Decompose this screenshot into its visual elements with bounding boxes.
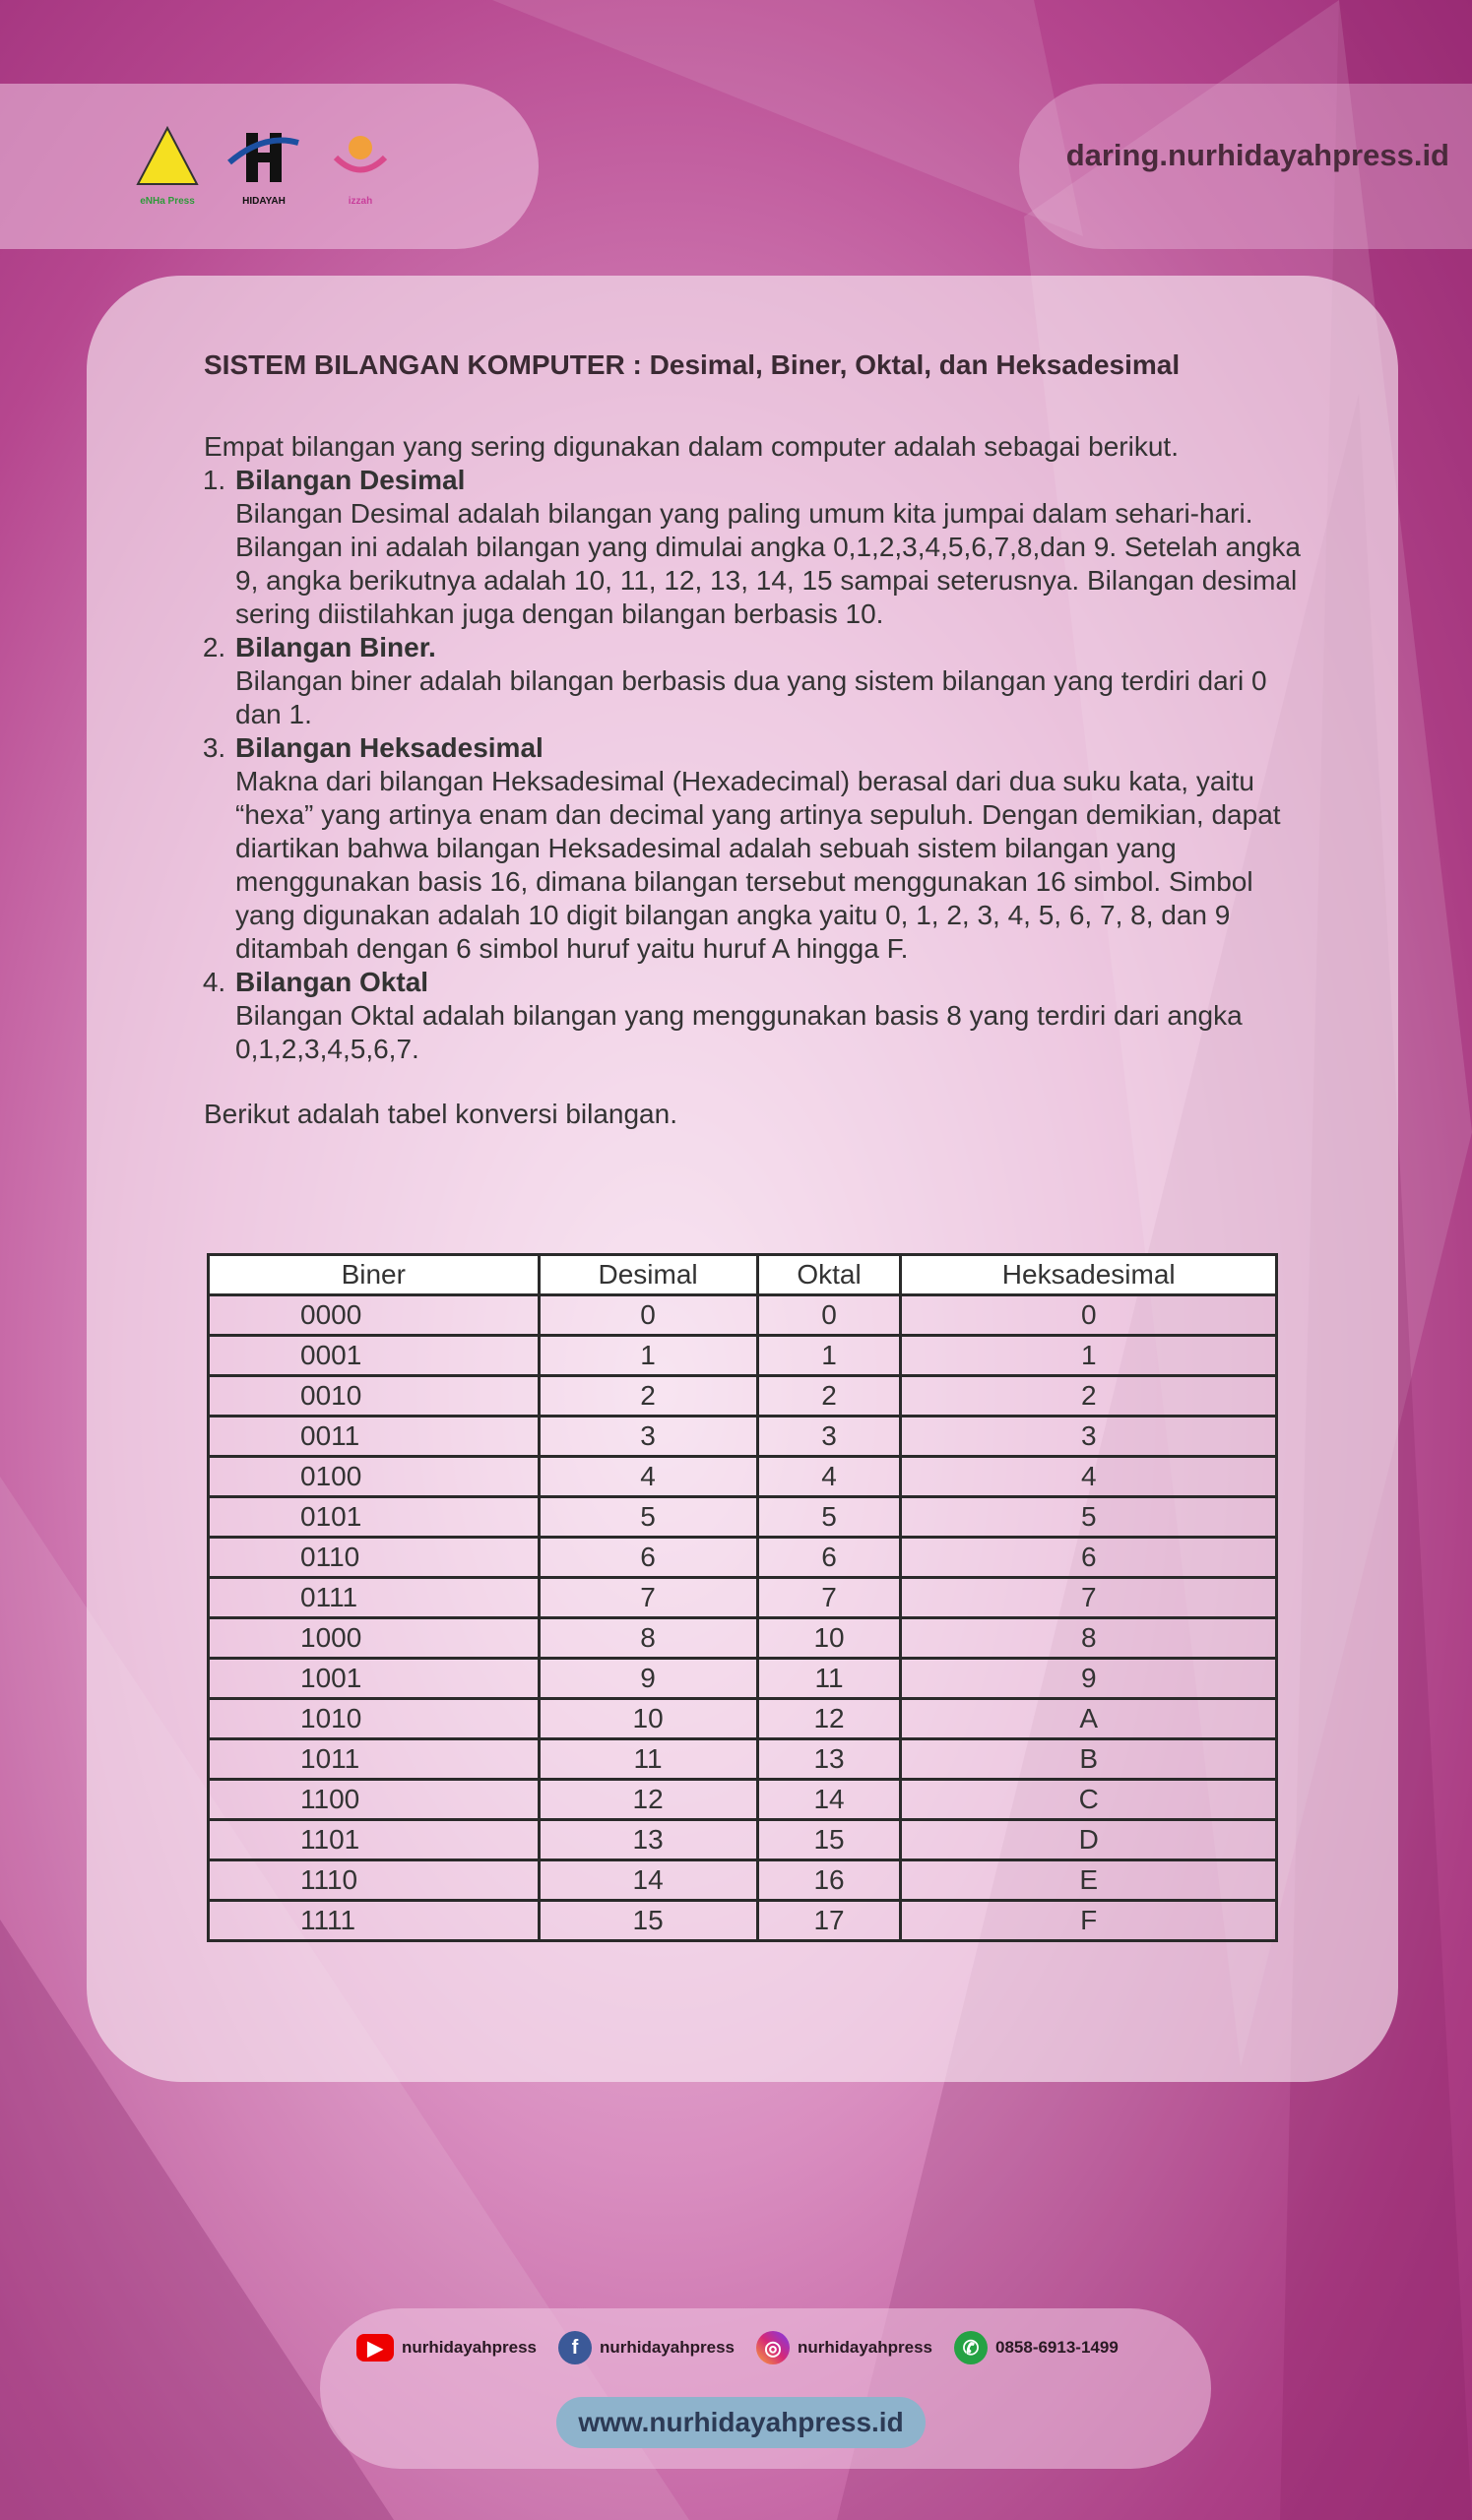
table-row [209,1497,1277,1538]
table-cell: A [901,1699,1277,1739]
table-row [209,1376,1277,1417]
table-cell: 1111 [209,1901,540,1941]
table-cell: 16 [757,1860,901,1901]
table-row [209,1578,1277,1618]
table-row [209,1820,1277,1860]
item-body: Bilangan biner adalah bilangan berbasis dua yang sistem bilangan yang terdiri dari 0 dan 1. [235,665,1267,729]
table-row [209,1901,1277,1941]
table-row [209,1699,1277,1739]
article-title: SISTEM BILANGAN KOMPUTER : Desimal, Biner, Oktal, dan Heksadesimal [204,349,1181,380]
table-cell: C [901,1780,1277,1820]
column-header: Oktal [757,1255,901,1295]
table-cell: 1100 [209,1780,540,1820]
table-row [209,1780,1277,1820]
table-cell: 15 [757,1820,901,1860]
list-item [233,731,1307,966]
number-system-list [204,464,1307,1066]
social-label: nurhidayahpress [798,2338,932,2357]
table-row [209,1295,1277,1336]
item-body: Makna dari bilangan Heksadesimal (Hexadecimal) berasal dari dua suku kata, yaitu “hexa” yang artinya enam dan decimal yang artinya sepuluh. Dengan demikian, dapat diartikan bahwa bilangan Heksadesimal adalah sebuah sistem bilangan yang menggunakan basis 16, dimana bilangan tersebut menggunakan 16 simbol. Simbol yang digunakan adalah 10 digit bilangan angka yaitu 0, 1, 2, 3, 4, 5, 6, 7, 8, dan 9 ditambah dengan 6 simbol huruf yaitu huruf A hingga F. [235,766,1281,964]
article-intro: Empat bilangan yang sering digunakan dalam computer adalah sebagai berikut. [204,431,1179,462]
item-body: Bilangan Oktal adalah bilangan yang menggunakan basis 8 yang terdiri dari angka 0,1,2,3,4,5,6,7. [235,1000,1243,1064]
enha-press-logo: eNHa Press [128,123,207,207]
table-cell: 5 [757,1497,901,1538]
table-row [209,1457,1277,1497]
izzah-logo: izzah [321,123,400,207]
table-cell: 1110 [209,1860,540,1901]
instagram-icon: ◎ [756,2331,790,2364]
table-cell: 5 [901,1497,1277,1538]
table-row [209,1860,1277,1901]
list-item [233,966,1307,1066]
table-cell: 7 [539,1578,757,1618]
hidayah-logo: HIDAYAH [224,123,303,207]
article [204,349,1307,1131]
table-cell: 0 [901,1295,1277,1336]
table-cell: 1000 [209,1618,540,1659]
table-cell: 15 [539,1901,757,1941]
table-cell: 4 [539,1457,757,1497]
table-cell: 5 [539,1497,757,1538]
table-row [209,1417,1277,1457]
table-cell: 12 [757,1699,901,1739]
table-header-row [209,1255,1277,1295]
social-whatsapp[interactable] [954,2331,1119,2364]
table-cell: 13 [539,1820,757,1860]
table-cell: 11 [539,1739,757,1780]
table-cell: 14 [539,1860,757,1901]
table-cell: 1 [901,1336,1277,1376]
table-cell: 9 [539,1659,757,1699]
table-cell: 3 [901,1417,1277,1457]
table-cell: 1011 [209,1739,540,1780]
table-cell: D [901,1820,1277,1860]
list-item [233,464,1307,631]
social-links [356,2331,1119,2364]
table-cell: 6 [757,1538,901,1578]
item-title: 2. Bilangan Biner. [235,632,436,662]
table-cell: 4 [901,1457,1277,1497]
list-item [233,631,1307,731]
item-body: Bilangan Desimal adalah bilangan yang paling umum kita jumpai dalam sehari-hari. Bilangan ini adalah bilangan yang dimulai angka 0,1,2,3,4,5,6,7,8,dan 9. Setelah angka 9, angka berikutnya adalah 10, 11, 12, 13, 14, 15 sampai seterusnya. Bilangan desimal sering diistilahkan juga dengan bilangan berbasis 10. [235,498,1301,629]
table-cell: 2 [539,1376,757,1417]
table-cell: 0111 [209,1578,540,1618]
table-row [209,1538,1277,1578]
table-cell: 0011 [209,1417,540,1457]
header-site-url[interactable]: daring.nurhidayahpress.id [1065,138,1449,172]
social-label: 0858-6913-1499 [995,2338,1119,2357]
table-cell: 0001 [209,1336,540,1376]
table-cell: 11 [757,1659,901,1699]
whatsapp-icon: ✆ [954,2331,988,2364]
table-cell: 4 [757,1457,901,1497]
social-youtube[interactable] [356,2334,537,2362]
table-cell: 1101 [209,1820,540,1860]
table-cell: 2 [757,1376,901,1417]
table-cell: 10 [757,1618,901,1659]
table-intro: Berikut adalah tabel konversi bilangan. [204,1099,677,1129]
table-cell: 1 [757,1336,901,1376]
table-cell: 17 [757,1901,901,1941]
table-cell: 0101 [209,1497,540,1538]
table-cell: 12 [539,1780,757,1820]
table-cell: 0010 [209,1376,540,1417]
publisher-logos [128,123,400,207]
table-cell: 1010 [209,1699,540,1739]
table-cell: F [901,1901,1277,1941]
table-row [209,1618,1277,1659]
conversion-table [207,1253,1278,1942]
table-cell: 3 [539,1417,757,1457]
table-cell: B [901,1739,1277,1780]
table-cell: 6 [539,1538,757,1578]
table-cell: 8 [901,1618,1277,1659]
table-row [209,1739,1277,1780]
table-cell: 1001 [209,1659,540,1699]
social-label: nurhidayahpress [600,2338,735,2357]
table-cell: E [901,1860,1277,1901]
column-header: Desimal [539,1255,757,1295]
table-cell: 0 [539,1295,757,1336]
table-cell: 7 [901,1578,1277,1618]
table-cell: 1 [539,1336,757,1376]
item-title: 1. Bilangan Desimal [235,465,466,495]
table-cell: 7 [757,1578,901,1618]
table-cell: 13 [757,1739,901,1780]
table-cell: 3 [757,1417,901,1457]
table-cell: 0100 [209,1457,540,1497]
table-cell: 10 [539,1699,757,1739]
social-label: nurhidayahpress [402,2338,537,2357]
column-header: Biner [209,1255,540,1295]
facebook-icon: f [558,2331,592,2364]
social-facebook[interactable] [558,2331,735,2364]
social-instagram[interactable] [756,2331,932,2364]
table-cell: 0000 [209,1295,540,1336]
table-cell: 0 [757,1295,901,1336]
item-title: 4. Bilangan Oktal [235,967,429,997]
table-cell: 14 [757,1780,901,1820]
table-row [209,1659,1277,1699]
table-cell: 8 [539,1618,757,1659]
table-cell: 0110 [209,1538,540,1578]
table-cell: 9 [901,1659,1277,1699]
website-link[interactable]: www.nurhidayahpress.id [556,2397,926,2448]
table-cell: 6 [901,1538,1277,1578]
youtube-icon: ▶ [356,2334,394,2362]
table-body [209,1295,1277,1941]
column-header: Heksadesimal [901,1255,1277,1295]
item-title: 3. Bilangan Heksadesimal [235,732,544,763]
table-row [209,1336,1277,1376]
table-cell: 2 [901,1376,1277,1417]
